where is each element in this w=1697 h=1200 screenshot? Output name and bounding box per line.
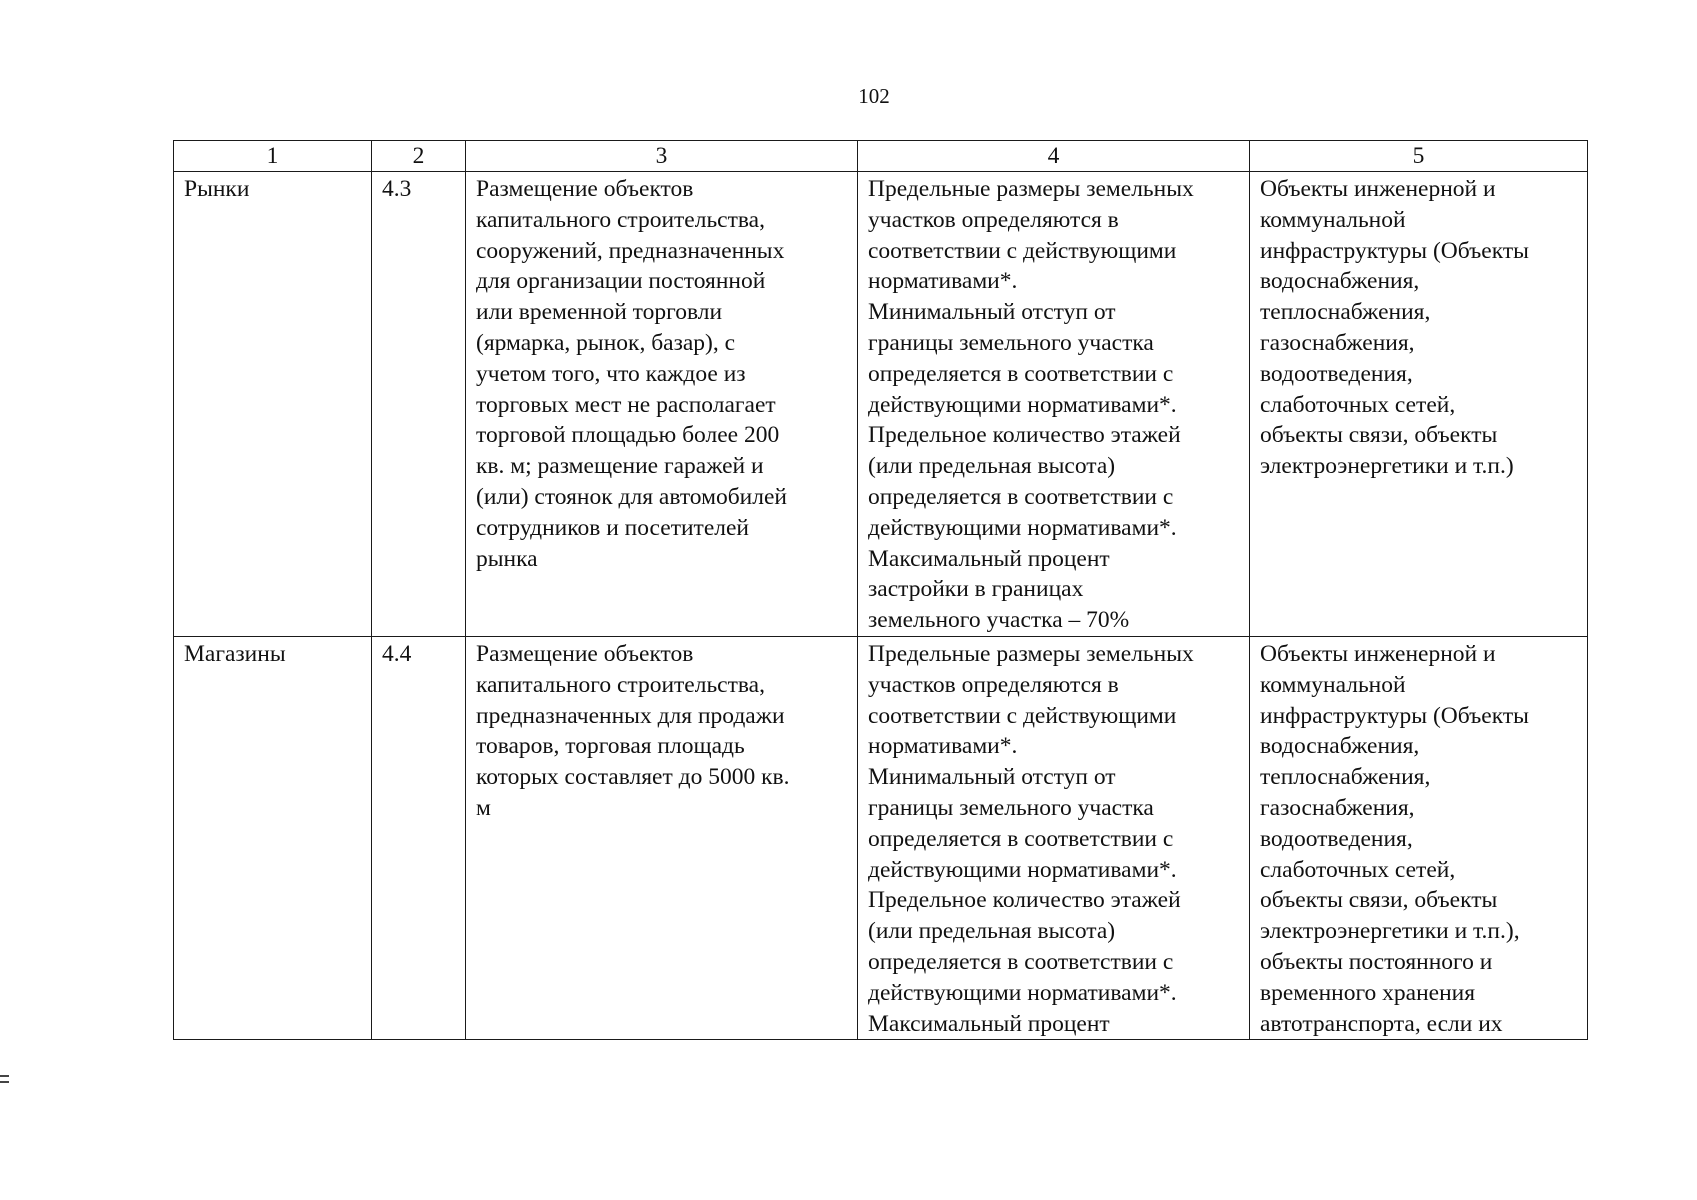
use-name-cell bbox=[174, 636, 372, 1039]
column-header-3: 3 bbox=[466, 141, 858, 172]
use-code: 4.4 bbox=[382, 640, 412, 667]
use-auxiliary-cell bbox=[1250, 172, 1588, 637]
use-code-cell bbox=[372, 636, 466, 1039]
column-header-1: 1 bbox=[174, 141, 372, 172]
use-description: Размещение объектов капитального строительства, сооружений, предназначенных для организации постоянной или временной торговли (ярмарка, рынок, базар), с учетом того, что каждое из торговых мест не располагает торговой площадью более 200 кв. м; размещение гаражей и (или) стоянок для автомобилей сотрудников и посетителей рынка bbox=[476, 176, 787, 572]
use-description-cell bbox=[466, 636, 858, 1039]
use-auxiliary: Объекты инженерной и коммунальной инфраструктуры (Объекты водоснабжения, теплоснабжения, газоснабжения, водоотведения, слаботочных сетей, объекты связи, объекты электроэнергетики и т.п.), объекты постоянного и временного хранения автотранспорта, если их bbox=[1260, 640, 1529, 1037]
use-parameters-cell bbox=[858, 636, 1250, 1039]
use-auxiliary-cell bbox=[1250, 636, 1588, 1039]
use-code-cell bbox=[372, 172, 466, 637]
use-name-cell bbox=[174, 172, 372, 637]
use-name: Магазины bbox=[184, 640, 286, 667]
table-row bbox=[174, 636, 1588, 1039]
use-name: Рынки bbox=[184, 176, 250, 202]
page-number: 102 bbox=[858, 84, 890, 108]
use-parameters: Предельные размеры земельных участков определяются в соответствии с действующими нормативами*. Минимальный отступ от границы земельного участка определяется в соответствии с действующими нормативами*. Предельное количество этажей (или предельная высота) определяется в соответствии с действующими нормативами*. Максимальный процент bbox=[868, 640, 1194, 1037]
column-header-4: 4 bbox=[858, 141, 1250, 172]
table-row bbox=[174, 172, 1588, 637]
use-parameters-cell bbox=[858, 172, 1250, 637]
use-auxiliary: Объекты инженерной и коммунальной инфраструктуры (Объекты водоснабжения, теплоснабжения, газоснабжения, водоотведения, слаботочных сетей, объекты связи, объекты электроэнергетики и т.п.) bbox=[1260, 176, 1529, 480]
land-use-table bbox=[173, 140, 1588, 1040]
use-description: Размещение объектов капитального строительства, предназначенных для продажи товаров, торговая площадь которых составляет до 5000 кв. м bbox=[476, 640, 790, 821]
column-header-2: 2 bbox=[372, 141, 466, 172]
scan-edge-mark bbox=[0, 1075, 9, 1089]
use-code: 4.3 bbox=[382, 176, 412, 202]
use-description-cell bbox=[466, 172, 858, 637]
column-header-5: 5 bbox=[1250, 141, 1588, 172]
table-header-row bbox=[174, 141, 1588, 172]
use-parameters: Предельные размеры земельных участков определяются в соответствии с действующими нормативами*. Минимальный отступ от границы земельного участка определяется в соответствии с действующими нормативами*. Предельное количество этажей (или предельная высота) определяется в соответствии с действующими нормативами*. Максимальный процент застройки в границах земельного участка – 70% bbox=[868, 176, 1194, 634]
